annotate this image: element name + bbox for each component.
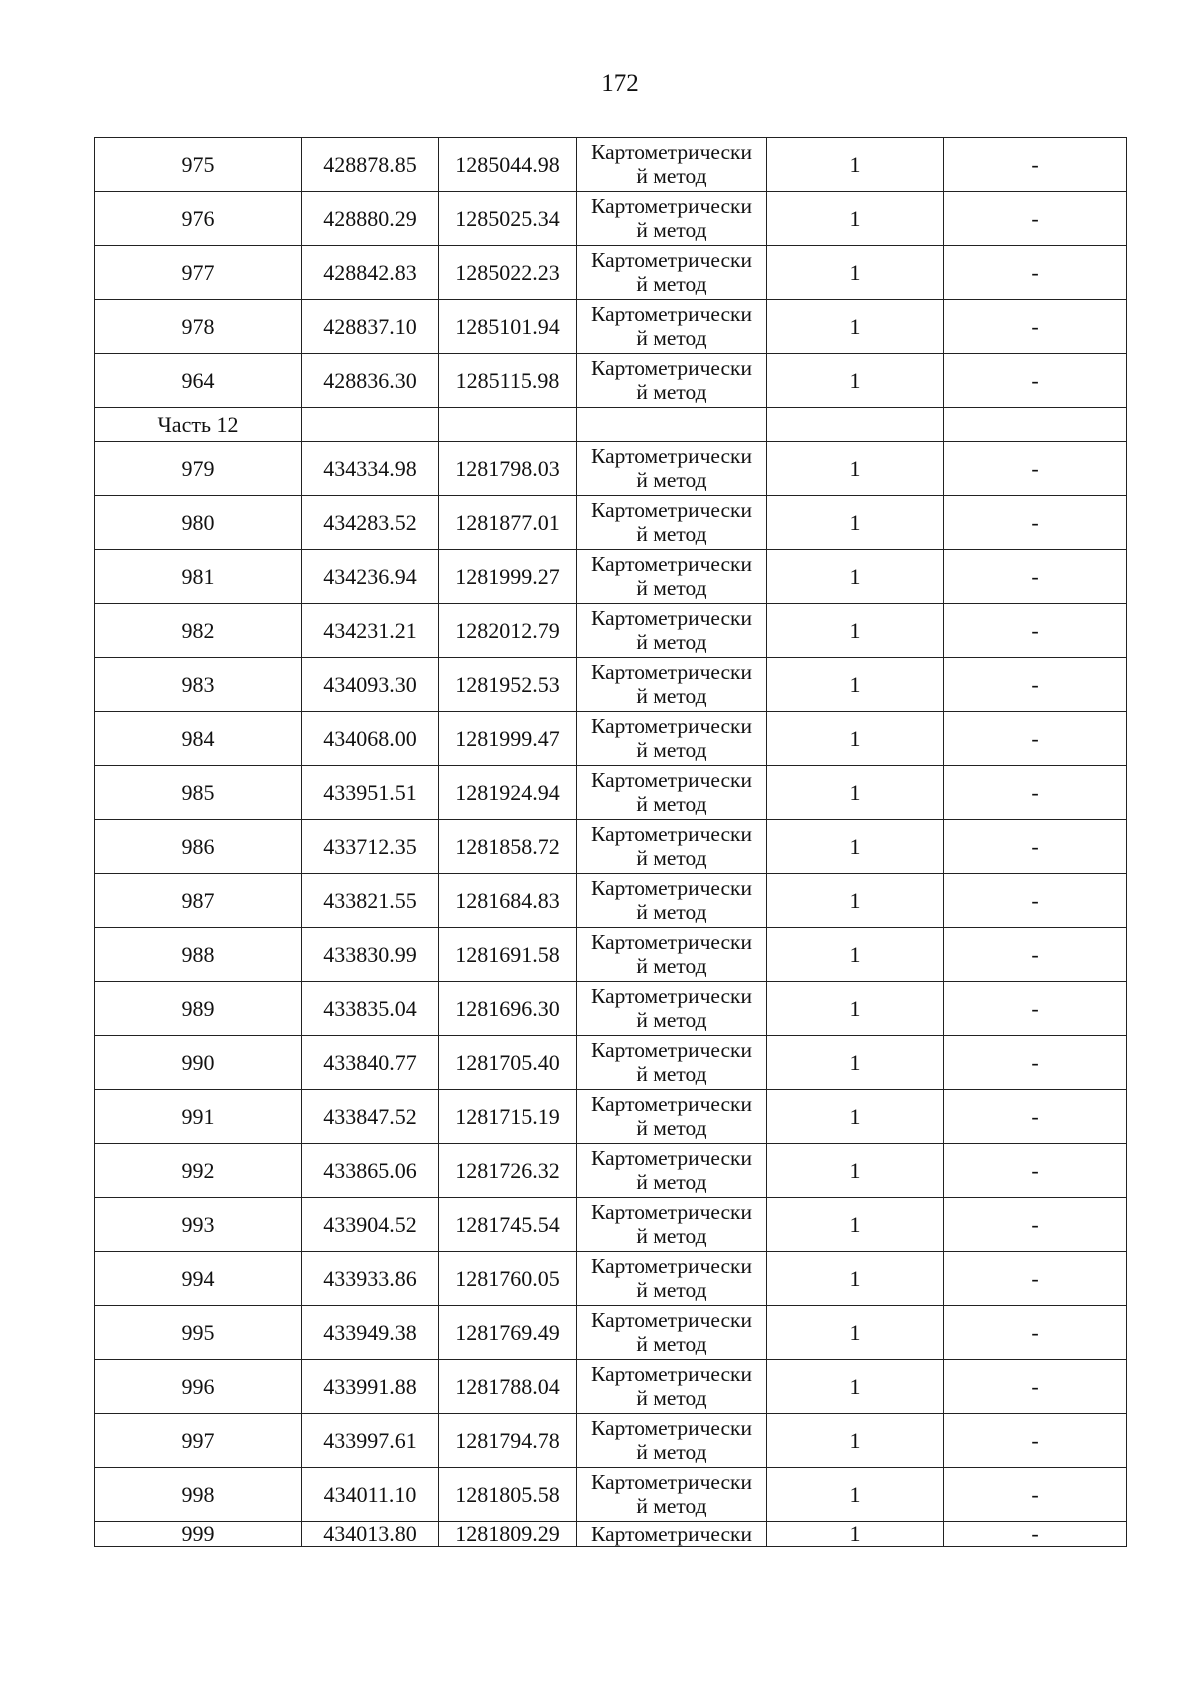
method-line-2: й метод [636, 380, 707, 404]
point-number-cell: 977 [95, 246, 302, 300]
method-cell [577, 604, 767, 658]
y-coordinate-cell: 1281691.58 [439, 928, 577, 982]
x-coordinate-cell: 433997.61 [302, 1414, 439, 1468]
method-line-1: Картометрически [591, 302, 752, 326]
note-cell: - [944, 712, 1127, 766]
method-line-2: й метод [636, 218, 707, 242]
method-line-1: Картометрически [591, 1092, 752, 1116]
note-cell: - [944, 1414, 1127, 1468]
x-coordinate-cell: 434013.80 [302, 1522, 439, 1547]
empty-cell [577, 408, 767, 442]
y-coordinate-cell: 1281705.40 [439, 1036, 577, 1090]
y-coordinate-cell: 1281769.49 [439, 1306, 577, 1360]
y-coordinate-cell: 1281745.54 [439, 1198, 577, 1252]
point-number-cell: 996 [95, 1360, 302, 1414]
table-row [95, 138, 1127, 192]
y-coordinate-cell: 1281715.19 [439, 1090, 577, 1144]
method-line-2: й метод [636, 1386, 707, 1410]
y-coordinate-cell: 1281999.27 [439, 550, 577, 604]
table-row [95, 1036, 1127, 1090]
empty-cell [302, 408, 439, 442]
method-cell [577, 354, 767, 408]
method-line-1: Картометрически [591, 1470, 752, 1494]
point-number-cell: 999 [95, 1522, 302, 1547]
x-coordinate-cell: 428842.83 [302, 246, 439, 300]
y-coordinate-cell: 1281798.03 [439, 442, 577, 496]
note-cell: - [944, 1144, 1127, 1198]
x-coordinate-cell: 433904.52 [302, 1198, 439, 1252]
x-coordinate-cell: 434283.52 [302, 496, 439, 550]
accuracy-cell: 1 [767, 550, 944, 604]
x-coordinate-cell: 434334.98 [302, 442, 439, 496]
table-row [95, 1252, 1127, 1306]
point-number-cell: 997 [95, 1414, 302, 1468]
note-cell: - [944, 442, 1127, 496]
y-coordinate-cell: 1281809.29 [439, 1522, 577, 1547]
method-line-1: Картометрически [591, 498, 752, 522]
x-coordinate-cell: 433840.77 [302, 1036, 439, 1090]
point-number-cell: 981 [95, 550, 302, 604]
table-row [95, 192, 1127, 246]
note-cell: - [944, 1090, 1127, 1144]
y-coordinate-cell: 1281999.47 [439, 712, 577, 766]
method-line-1: Картометрически [591, 444, 752, 468]
note-cell: - [944, 354, 1127, 408]
x-coordinate-cell: 433951.51 [302, 766, 439, 820]
method-line-2: й метод [636, 1062, 707, 1086]
method-cell [577, 658, 767, 712]
method-line-2: й метод [636, 630, 707, 654]
accuracy-cell: 1 [767, 982, 944, 1036]
method-line-2: й метод [636, 326, 707, 350]
method-cell [577, 874, 767, 928]
table-row [95, 820, 1127, 874]
note-cell: - [944, 1522, 1127, 1547]
note-cell: - [944, 766, 1127, 820]
note-cell: - [944, 246, 1127, 300]
table-row [95, 1522, 1127, 1547]
note-cell: - [944, 604, 1127, 658]
method-cell [577, 1522, 767, 1547]
method-cell [577, 766, 767, 820]
method-cell [577, 1468, 767, 1522]
x-coordinate-cell: 433949.38 [302, 1306, 439, 1360]
method-cell [577, 550, 767, 604]
point-number-cell: 964 [95, 354, 302, 408]
method-cell [577, 1306, 767, 1360]
point-number-cell: 990 [95, 1036, 302, 1090]
accuracy-cell: 1 [767, 1090, 944, 1144]
point-number-cell: 993 [95, 1198, 302, 1252]
table-row [95, 982, 1127, 1036]
accuracy-cell: 1 [767, 496, 944, 550]
x-coordinate-cell: 433712.35 [302, 820, 439, 874]
note-cell: - [944, 1468, 1127, 1522]
accuracy-cell: 1 [767, 442, 944, 496]
method-cell [577, 928, 767, 982]
y-coordinate-cell: 1281858.72 [439, 820, 577, 874]
x-coordinate-cell: 433847.52 [302, 1090, 439, 1144]
method-cell [577, 1360, 767, 1414]
point-number-cell: 989 [95, 982, 302, 1036]
x-coordinate-cell: 433830.99 [302, 928, 439, 982]
accuracy-cell: 1 [767, 138, 944, 192]
y-coordinate-cell: 1281924.94 [439, 766, 577, 820]
y-coordinate-cell: 1281696.30 [439, 982, 577, 1036]
method-line-2: й метод [636, 1278, 707, 1302]
note-cell: - [944, 1036, 1127, 1090]
y-coordinate-cell: 1285025.34 [439, 192, 577, 246]
point-number-cell: 982 [95, 604, 302, 658]
accuracy-cell: 1 [767, 1198, 944, 1252]
method-cell [577, 138, 767, 192]
y-coordinate-cell: 1281877.01 [439, 496, 577, 550]
x-coordinate-cell: 434011.10 [302, 1468, 439, 1522]
note-cell: - [944, 874, 1127, 928]
method-line-2: й метод [636, 900, 707, 924]
point-number-cell: 984 [95, 712, 302, 766]
method-line-2: й метод [636, 954, 707, 978]
table-row [95, 246, 1127, 300]
accuracy-cell: 1 [767, 766, 944, 820]
section-label: Часть 12 [95, 408, 302, 442]
method-line-2: й метод [636, 846, 707, 870]
accuracy-cell: 1 [767, 658, 944, 712]
method-line-2: й метод [636, 738, 707, 762]
note-cell: - [944, 550, 1127, 604]
table-body [95, 138, 1127, 1547]
method-line-2: й метод [636, 164, 707, 188]
x-coordinate-cell: 433933.86 [302, 1252, 439, 1306]
method-line-1: Картометрически [591, 1200, 752, 1224]
method-line-1: Картометрически [591, 1038, 752, 1062]
method-cell [577, 246, 767, 300]
y-coordinate-cell: 1281684.83 [439, 874, 577, 928]
table-row [95, 928, 1127, 982]
method-line-2: й метод [636, 792, 707, 816]
x-coordinate-cell: 434236.94 [302, 550, 439, 604]
x-coordinate-cell: 433991.88 [302, 1360, 439, 1414]
method-line-1: Картометрически [591, 930, 752, 954]
table-row [95, 496, 1127, 550]
x-coordinate-cell: 433865.06 [302, 1144, 439, 1198]
method-line-1: Картометрически [591, 1146, 752, 1170]
x-coordinate-cell: 434093.30 [302, 658, 439, 712]
method-cell [577, 300, 767, 354]
x-coordinate-cell: 428880.29 [302, 192, 439, 246]
accuracy-cell: 1 [767, 1144, 944, 1198]
x-coordinate-cell: 428837.10 [302, 300, 439, 354]
table-row [95, 658, 1127, 712]
method-line-2: й метод [636, 1170, 707, 1194]
point-number-cell: 987 [95, 874, 302, 928]
point-number-cell: 979 [95, 442, 302, 496]
table-row [95, 550, 1127, 604]
method-line-2: й метод [636, 1224, 707, 1248]
method-line-2: й метод [636, 468, 707, 492]
point-number-cell: 995 [95, 1306, 302, 1360]
y-coordinate-cell: 1281726.32 [439, 1144, 577, 1198]
accuracy-cell: 1 [767, 1468, 944, 1522]
note-cell: - [944, 928, 1127, 982]
method-line-1: Картометрически [591, 1254, 752, 1278]
method-cell [577, 192, 767, 246]
accuracy-cell: 1 [767, 1306, 944, 1360]
method-line-1: Картометрически [591, 984, 752, 1008]
method-cell [577, 1090, 767, 1144]
table-row [95, 604, 1127, 658]
note-cell: - [944, 138, 1127, 192]
method-line-1: Картометрически [591, 248, 752, 272]
method-line-2: й метод [636, 1494, 707, 1518]
method-line-1: Картометрически [591, 768, 752, 792]
accuracy-cell: 1 [767, 604, 944, 658]
method-cell [577, 712, 767, 766]
note-cell: - [944, 1198, 1127, 1252]
accuracy-cell: 1 [767, 928, 944, 982]
x-coordinate-cell: 433821.55 [302, 874, 439, 928]
method-line-1: Картометрически [591, 660, 752, 684]
page-number: 172 [601, 70, 639, 97]
table-row [95, 1360, 1127, 1414]
method-cell [577, 442, 767, 496]
section-row [95, 408, 1127, 442]
x-coordinate-cell: 434068.00 [302, 712, 439, 766]
point-number-cell: 991 [95, 1090, 302, 1144]
method-line-2: й метод [636, 1008, 707, 1032]
method-cell [577, 982, 767, 1036]
y-coordinate-cell: 1285044.98 [439, 138, 577, 192]
accuracy-cell: 1 [767, 1360, 944, 1414]
method-line-1: Картометрически [591, 714, 752, 738]
x-coordinate-cell: 433835.04 [302, 982, 439, 1036]
y-coordinate-cell: 1285101.94 [439, 300, 577, 354]
point-number-cell: 994 [95, 1252, 302, 1306]
coordinates-table [94, 137, 1127, 1547]
method-line-2: й метод [636, 1332, 707, 1356]
y-coordinate-cell: 1285022.23 [439, 246, 577, 300]
table-row [95, 1198, 1127, 1252]
accuracy-cell: 1 [767, 192, 944, 246]
y-coordinate-cell: 1282012.79 [439, 604, 577, 658]
point-number-cell: 985 [95, 766, 302, 820]
method-cell [577, 496, 767, 550]
table-row [95, 1306, 1127, 1360]
point-number-cell: 986 [95, 820, 302, 874]
accuracy-cell: 1 [767, 874, 944, 928]
method-cell [577, 1144, 767, 1198]
method-line-1: Картометрически [591, 194, 752, 218]
method-line-1: Картометрически [591, 140, 752, 164]
accuracy-cell: 1 [767, 712, 944, 766]
point-number-cell: 980 [95, 496, 302, 550]
method-cell [577, 1036, 767, 1090]
table-row [95, 300, 1127, 354]
point-number-cell: 983 [95, 658, 302, 712]
table-row [95, 1090, 1127, 1144]
empty-cell [767, 408, 944, 442]
method-line-2: й метод [636, 522, 707, 546]
x-coordinate-cell: 434231.21 [302, 604, 439, 658]
empty-cell [439, 408, 577, 442]
accuracy-cell: 1 [767, 820, 944, 874]
y-coordinate-cell: 1281794.78 [439, 1414, 577, 1468]
method-cell [577, 1252, 767, 1306]
note-cell: - [944, 658, 1127, 712]
table-row [95, 874, 1127, 928]
table-row [95, 766, 1127, 820]
method-line-1: Картометрически [591, 1522, 752, 1546]
method-cell [577, 820, 767, 874]
method-line-1: Картометрически [591, 356, 752, 380]
table-row [95, 1414, 1127, 1468]
point-number-cell: 976 [95, 192, 302, 246]
x-coordinate-cell: 428836.30 [302, 354, 439, 408]
accuracy-cell: 1 [767, 1414, 944, 1468]
y-coordinate-cell: 1281788.04 [439, 1360, 577, 1414]
point-number-cell: 998 [95, 1468, 302, 1522]
point-number-cell: 988 [95, 928, 302, 982]
table-row [95, 712, 1127, 766]
empty-cell [944, 408, 1127, 442]
table-row [95, 442, 1127, 496]
y-coordinate-cell: 1281952.53 [439, 658, 577, 712]
point-number-cell: 975 [95, 138, 302, 192]
accuracy-cell: 1 [767, 300, 944, 354]
table-row [95, 354, 1127, 408]
y-coordinate-cell: 1281760.05 [439, 1252, 577, 1306]
method-line-1: Картометрически [591, 1416, 752, 1440]
method-line-1: Картометрически [591, 1308, 752, 1332]
accuracy-cell: 1 [767, 1522, 944, 1547]
method-line-2: й метод [636, 684, 707, 708]
method-line-2: й метод [636, 272, 707, 296]
accuracy-cell: 1 [767, 1036, 944, 1090]
method-line-2: й метод [636, 1440, 707, 1464]
note-cell: - [944, 1360, 1127, 1414]
method-line-1: Картометрически [591, 822, 752, 846]
method-line-1: Картометрически [591, 552, 752, 576]
note-cell: - [944, 192, 1127, 246]
note-cell: - [944, 982, 1127, 1036]
table-row [95, 1144, 1127, 1198]
accuracy-cell: 1 [767, 354, 944, 408]
point-number-cell: 978 [95, 300, 302, 354]
note-cell: - [944, 820, 1127, 874]
method-line-1: Картометрически [591, 1362, 752, 1386]
note-cell: - [944, 300, 1127, 354]
point-number-cell: 992 [95, 1144, 302, 1198]
method-cell [577, 1198, 767, 1252]
accuracy-cell: 1 [767, 1252, 944, 1306]
note-cell: - [944, 1306, 1127, 1360]
accuracy-cell: 1 [767, 246, 944, 300]
method-line-2: й метод [636, 576, 707, 600]
note-cell: - [944, 496, 1127, 550]
method-line-1: Картометрически [591, 606, 752, 630]
table-row [95, 1468, 1127, 1522]
method-cell [577, 1414, 767, 1468]
y-coordinate-cell: 1285115.98 [439, 354, 577, 408]
x-coordinate-cell: 428878.85 [302, 138, 439, 192]
note-cell: - [944, 1252, 1127, 1306]
y-coordinate-cell: 1281805.58 [439, 1468, 577, 1522]
method-line-1: Картометрически [591, 876, 752, 900]
method-line-2: й метод [636, 1116, 707, 1140]
